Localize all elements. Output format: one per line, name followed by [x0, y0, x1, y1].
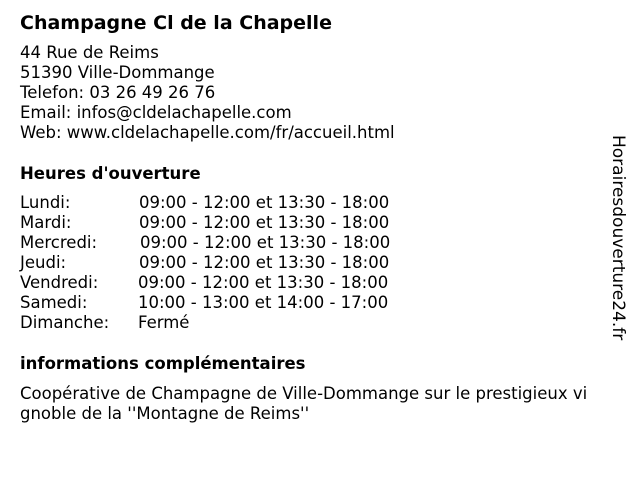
info-line-2: gnoble de la ''Montagne de Reims'' [20, 404, 310, 423]
day-label: Mercredi: [20, 233, 98, 252]
time-range: 09:00 - 12:00 et 13:30 - 18:00 [139, 193, 390, 212]
website-url: Web: www.cldelachapelle.com/fr/accueil.html [20, 123, 395, 142]
time-range: 09:00 - 12:00 et 13:30 - 18:00 [138, 273, 389, 292]
day-label: Dimanche: [20, 313, 110, 332]
time-range: 09:00 - 12:00 et 13:30 - 18:00 [139, 213, 390, 232]
street-address: 44 Rue de Reims [20, 43, 159, 62]
hours-heading: Heures d'ouverture [20, 164, 201, 183]
time-range: 09:00 - 12:00 et 13:30 - 18:00 [140, 233, 391, 252]
business-name: Champagne Cl de la Chapelle [20, 12, 332, 34]
time-range: Fermé [138, 313, 190, 332]
day-label: Jeudi: [20, 253, 67, 272]
phone-number: Telefon: 03 26 49 26 76 [20, 83, 216, 102]
info-heading: informations complémentaires [20, 354, 306, 373]
watermark-text: Horairesdouverture24.fr [608, 135, 628, 341]
time-range: 10:00 - 13:00 et 14:00 - 17:00 [138, 293, 389, 312]
email-address: Email: infos@cldelachapelle.com [20, 103, 292, 122]
contact-block [20, 43, 395, 143]
time-range: 09:00 - 12:00 et 13:30 - 18:00 [139, 253, 390, 272]
day-label: Samedi: [20, 293, 88, 312]
city-postcode: 51390 Ville-Dommange [20, 63, 215, 82]
day-label: Mardi: [20, 213, 72, 232]
info-line-1: Coopérative de Champagne de Ville-Dommange sur le prestigieux vi [20, 384, 588, 403]
day-label: Vendredi: [20, 273, 99, 292]
info-description [20, 384, 620, 424]
day-label: Lundi: [20, 193, 71, 212]
site-watermark [602, 135, 634, 345]
